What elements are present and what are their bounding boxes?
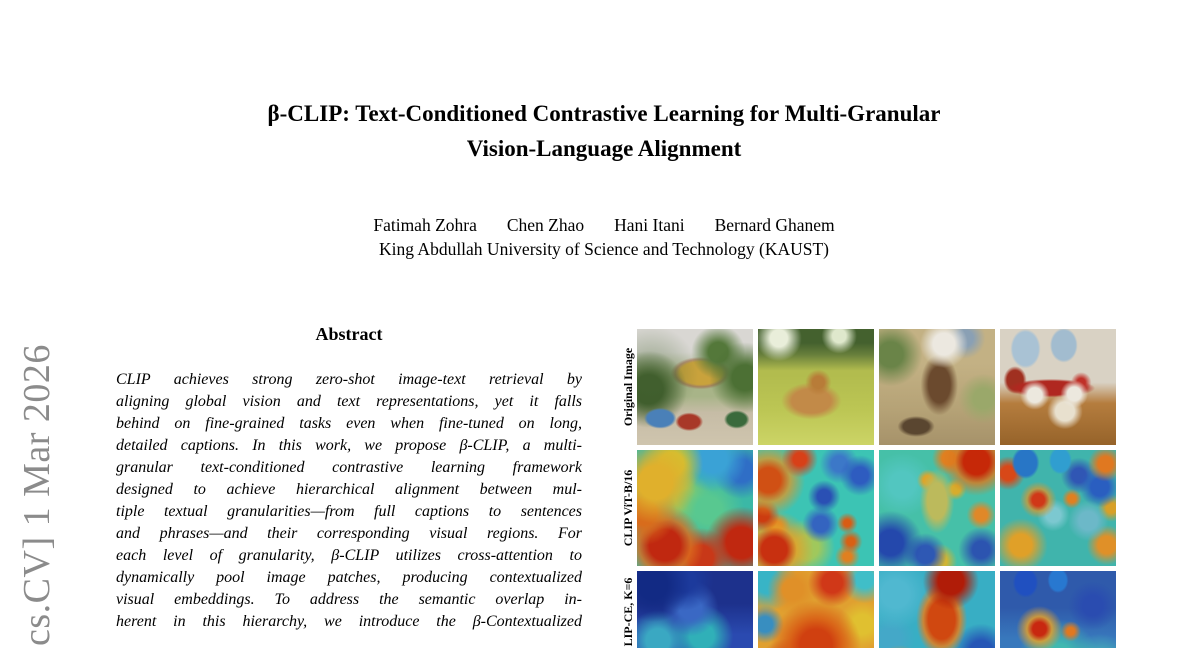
abstract-line: granular text-conditioned contrastive learning framework — [116, 459, 582, 476]
original-image-dog — [758, 329, 874, 445]
arxiv-watermark: cs.CV] 1 Mar 2026 — [16, 344, 58, 646]
original-image-table — [1000, 329, 1116, 445]
clip-heatmap-street — [637, 450, 753, 566]
abstract-line: CLIP achieves strong zero-shot image-text retrieval by — [116, 371, 582, 388]
bclip-heatmap-dog — [758, 571, 874, 648]
author-name: Fatimah Zohra — [373, 215, 477, 235]
abstract-line: aligning global vision and text representations, yet it falls — [116, 393, 582, 410]
clip-heatmap-dog — [758, 450, 874, 566]
original-image-bird — [879, 329, 995, 445]
abstract-line: detailed captions. In this work, we propose β-CLIP, a multi- — [116, 437, 582, 454]
author-list — [0, 215, 1200, 236]
clip-heatmap-bird — [879, 450, 995, 566]
abstract-line: dynamically pool image patches, producing contextualized — [116, 569, 582, 586]
paper-title-line1: β-CLIP: Text-Conditioned Contrastive Learning for Multi-Granular — [267, 101, 941, 126]
clip-heatmap-table — [1000, 450, 1116, 566]
bclip-heatmap-bird — [879, 571, 995, 648]
original-image-street — [637, 329, 753, 445]
bclip-heatmap-table — [1000, 571, 1116, 648]
affiliation: King Abdullah University of Science and Technology (KAUST) — [379, 239, 829, 259]
figure-row-label-clip: CLIP ViT-B/16 — [620, 469, 635, 547]
abstract-line: and phrases—and their corresponding visual regions. For — [116, 525, 582, 542]
author-name: Chen Zhao — [506, 215, 585, 235]
abstract-heading: Abstract — [315, 324, 383, 344]
abstract-line: tiple textual granularities—from full captions to sentences — [116, 503, 582, 520]
author-name: Hani Itani — [614, 215, 685, 235]
abstract-line: each level of granularity, β-CLIP utilizes cross-attention to — [116, 547, 582, 564]
figure-row-label-original: Original Image — [620, 347, 635, 427]
paper-title-line2: Vision-Language Alignment — [466, 136, 742, 161]
abstract-body — [116, 369, 582, 633]
bclip-heatmap-street — [637, 571, 753, 648]
figure-row-label-bclip: LIP-CE, K=6 — [620, 577, 635, 647]
abstract-line: herent in this hierarchy, we introduce the β-Contextualized — [116, 613, 582, 630]
abstract-line: designed to achieve hierarchical alignment between mul- — [116, 481, 582, 498]
abstract-line: visual embeddings. To address the semantic overlap in- — [116, 591, 582, 608]
author-name: Bernard Ghanem — [714, 215, 835, 235]
abstract-line: behind on fine-grained tasks even when fine-tuned on long, — [116, 415, 582, 432]
